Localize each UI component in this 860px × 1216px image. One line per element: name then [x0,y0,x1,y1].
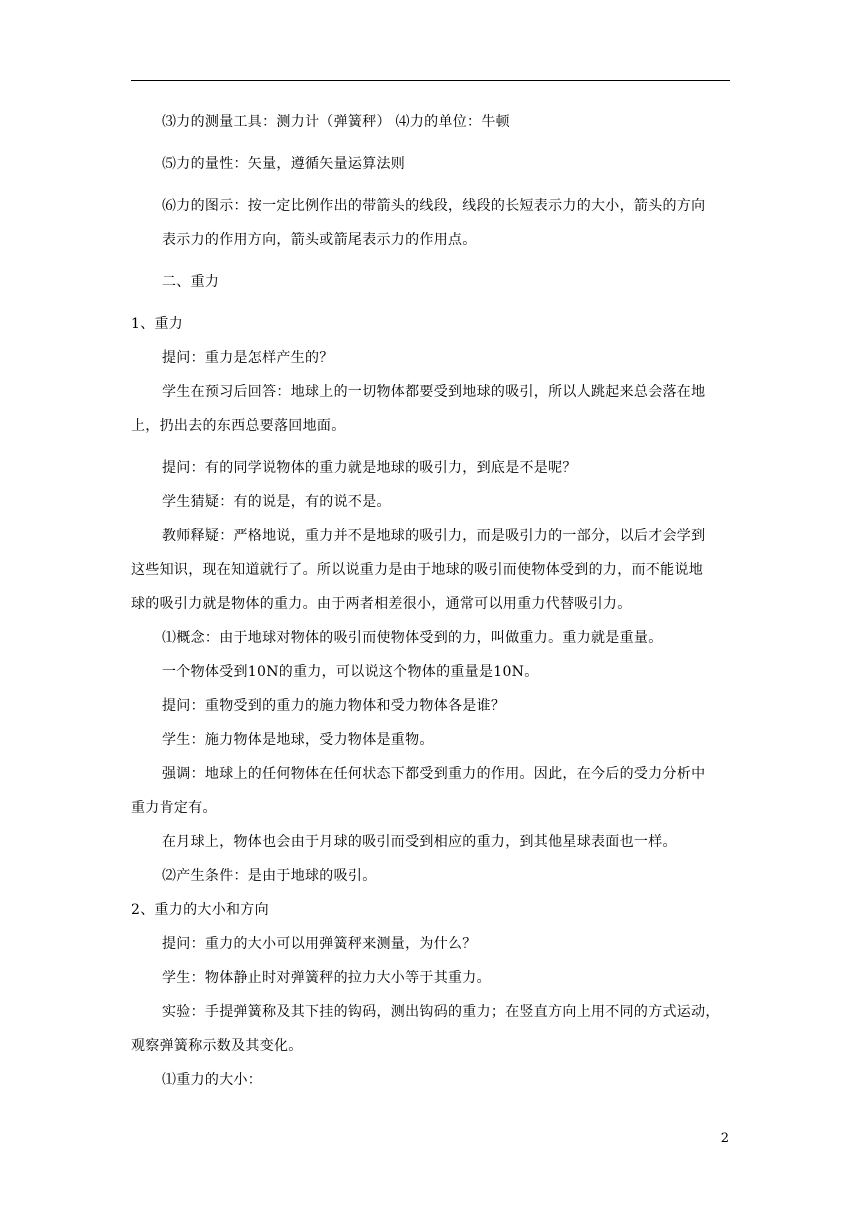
text-line: 球的吸引力就是物体的重力。由于两者相差很小，通常可以用重力代替吸引力。 [131,596,632,612]
text-line: 强调：地球上的任何物体在任何状态下都受到重力的作用。因此，在今后的受力分析中 [162,766,706,782]
text-line: ⑸力的量性：矢量，遵循矢量运算法则 [162,156,406,172]
page-number: 2 [720,1131,729,1146]
text-line: 在月球上，物体也会由于月球的吸引而受到相应的重力，到其他星球表面也一样。 [162,834,677,850]
text-line: 学生在预习后回答：地球上的一切物体都要受到地球的吸引，所以人跳起来总会落在地 [162,384,706,400]
text-line: 提问：重物受到的重力的施力物体和受力物体各是谁？ [162,698,506,714]
text-line: 提问：重力是怎样产生的？ [162,350,334,366]
text-line: 学生：施力物体是地球，受力物体是重物。 [162,732,434,748]
text-line: ⑶力的测量工具：测力计（弹簧秤） ⑷力的单位：牛顿 [162,114,510,130]
text-line: 重力肯定有。 [131,800,217,816]
text-line: 学生：物体静止时对弹簧秤的拉力大小等于其重力。 [162,970,491,986]
text-line: 教师释疑：严格地说，重力并不是地球的吸引力，而是吸引力的一部分，以后才会学到 [162,528,706,544]
text-line: 学生猜疑：有的说是，有的说不是。 [162,494,391,510]
text-line: 提问：有的同学说物体的重力就是地球的吸引力，到底是不是呢？ [162,460,577,476]
subsection-heading: 2、重力的大小和方向 [131,902,269,918]
header-rule [131,80,730,81]
text-line: 观察弹簧称示数及其变化。 [131,1038,303,1054]
text-line: 提问：重力的大小可以用弹簧秤来测量，为什么？ [162,936,477,952]
text-line: 表示力的作用方向，箭头或箭尾表示力的作用点。 [162,232,477,248]
subsection-heading: 1、重力 [131,316,184,332]
text-line: 上，扔出去的东西总要落回地面。 [131,418,346,434]
text-line: ⑴概念：由于地球对物体的吸引而使物体受到的力，叫做重力。重力就是重量。 [162,630,663,646]
section-heading: 二、重力 [162,274,220,290]
text-line: ⑵产生条件：是由于地球的吸引。 [162,868,377,884]
text-line: 实验：手提弹簧称及其下挂的钩码，测出钩码的重力；在竖直方向上用不同的方式运动， [162,1004,720,1020]
text-line: 这些知识，现在知道就行了。所以说重力是由于地球的吸引而使物体受到的力，而不能说地 [131,562,703,578]
text-line: ⑹力的图示：按一定比例作出的带箭头的线段，线段的长短表示力的大小，箭头的方向 [162,198,706,214]
text-line: ⑴重力的大小： [162,1072,263,1088]
text-line: 一个物体受到10N的重力，可以说这个物体的重量是10N。 [162,664,539,680]
